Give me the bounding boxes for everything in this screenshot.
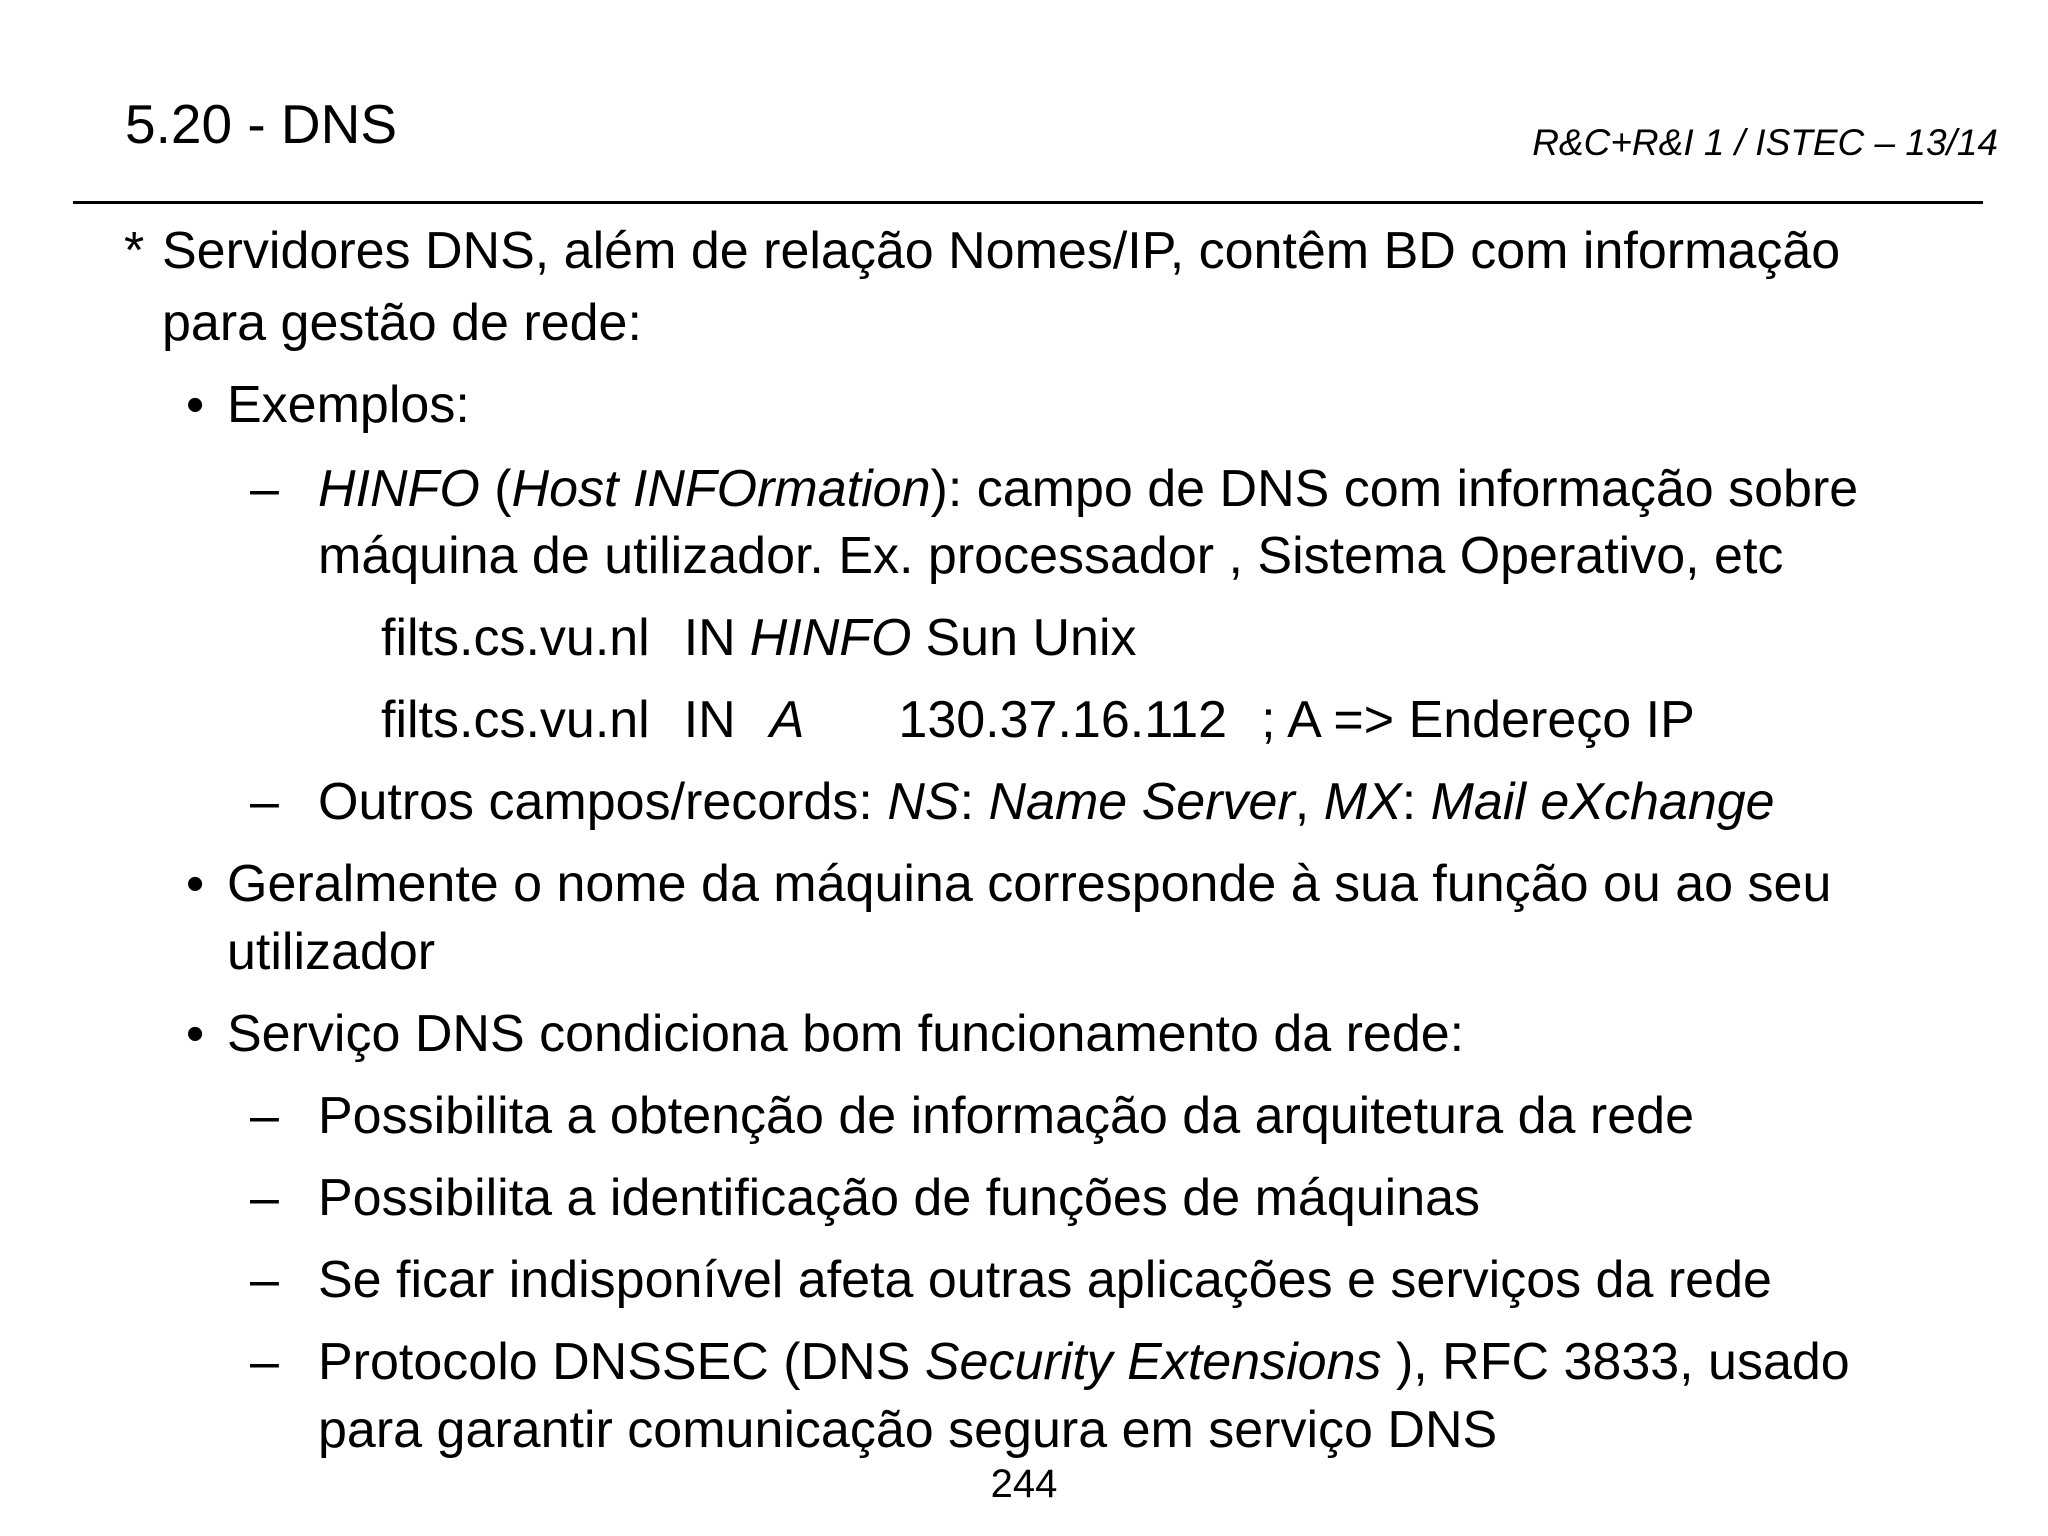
ns-name: Name Server xyxy=(988,773,1295,831)
mx-name: Mail eXchange xyxy=(1430,773,1775,831)
examples-label: Exemplos: xyxy=(227,376,470,434)
record-value: Sun Unix xyxy=(925,609,1137,667)
hinfo-line-2: máquina de utilizador. Ex. processador , Sistema Operativo, etc xyxy=(318,527,1784,585)
dash-icon: – xyxy=(250,1251,279,1309)
hinfo-description: ): campo de DNS com informação sobre xyxy=(930,460,1859,518)
record-comment: ; A => Endereço IP xyxy=(1261,691,1695,749)
service-label: Serviço DNS condiciona bom funcionamento da rede: xyxy=(227,1005,1465,1063)
service-item: Se ficar indisponível afeta outras aplicações e serviços da rede xyxy=(318,1251,1772,1309)
dash-icon: – xyxy=(250,773,279,831)
bullet-icon: • xyxy=(186,376,205,434)
service-item: Possibilita a identificação de funções de máquinas xyxy=(318,1169,1481,1227)
record-type: A xyxy=(769,691,805,749)
dnssec-prefix: Protocolo DNSSEC (DNS xyxy=(318,1333,925,1391)
ns-term: NS xyxy=(887,773,960,831)
dns-record-hinfo xyxy=(381,609,1137,667)
slide-title: 5.20 - DNS xyxy=(125,93,398,155)
dnssec-line-2: para garantir comunicação segura em serviço DNS xyxy=(318,1401,1498,1459)
dash-icon: – xyxy=(250,1087,279,1145)
page-number: 244 xyxy=(990,1462,1058,1506)
dnssec-line-1 xyxy=(318,1333,1850,1391)
naming-line-2: utilizador xyxy=(227,923,436,981)
service-item: Possibilita a obtenção de informação da arquitetura da rede xyxy=(318,1087,1694,1145)
record-value: 130.37.16.112 xyxy=(898,691,1228,749)
bullet-icon: • xyxy=(186,855,205,913)
asterisk-marker: * xyxy=(124,222,145,280)
separator: , xyxy=(1294,773,1324,831)
dnssec-suffix: ), RFC 3833, usado xyxy=(1381,1333,1850,1391)
dnssec-expansion: Security Extensions xyxy=(924,1333,1382,1391)
dns-record-a xyxy=(381,691,1695,749)
title-divider xyxy=(73,201,1983,204)
dash-icon: – xyxy=(250,460,279,518)
record-class: IN xyxy=(683,691,736,749)
hinfo-line-1 xyxy=(318,460,1859,518)
hinfo-paren: ( xyxy=(479,460,512,518)
separator: : xyxy=(1401,773,1431,831)
record-host: filts.cs.vu.nl xyxy=(381,609,650,667)
dash-icon: – xyxy=(250,1169,279,1227)
bullet-icon: • xyxy=(186,1005,205,1063)
separator: : xyxy=(959,773,989,831)
intro-line-1: Servidores DNS, além de relação Nomes/IP, contêm BD com informação xyxy=(162,222,1841,280)
record-class: IN xyxy=(683,609,736,667)
naming-line-1: Geralmente o nome da máquina corresponde à sua função ou ao seu xyxy=(227,855,1832,913)
record-type: HINFO xyxy=(749,609,912,667)
mx-term: MX xyxy=(1323,773,1402,831)
course-label: R&C+R&I 1 / ISTEC – 13/14 xyxy=(1532,122,1998,163)
record-host: filts.cs.vu.nl xyxy=(381,691,650,749)
other-records-line xyxy=(318,773,1775,831)
hinfo-term: HINFO xyxy=(318,460,480,518)
dash-icon: – xyxy=(250,1333,279,1391)
hinfo-expansion: Host INFOrmation xyxy=(511,460,931,518)
intro-line-2: para gestão de rede: xyxy=(162,294,642,352)
other-records-prefix: Outros campos/records: xyxy=(318,773,888,831)
